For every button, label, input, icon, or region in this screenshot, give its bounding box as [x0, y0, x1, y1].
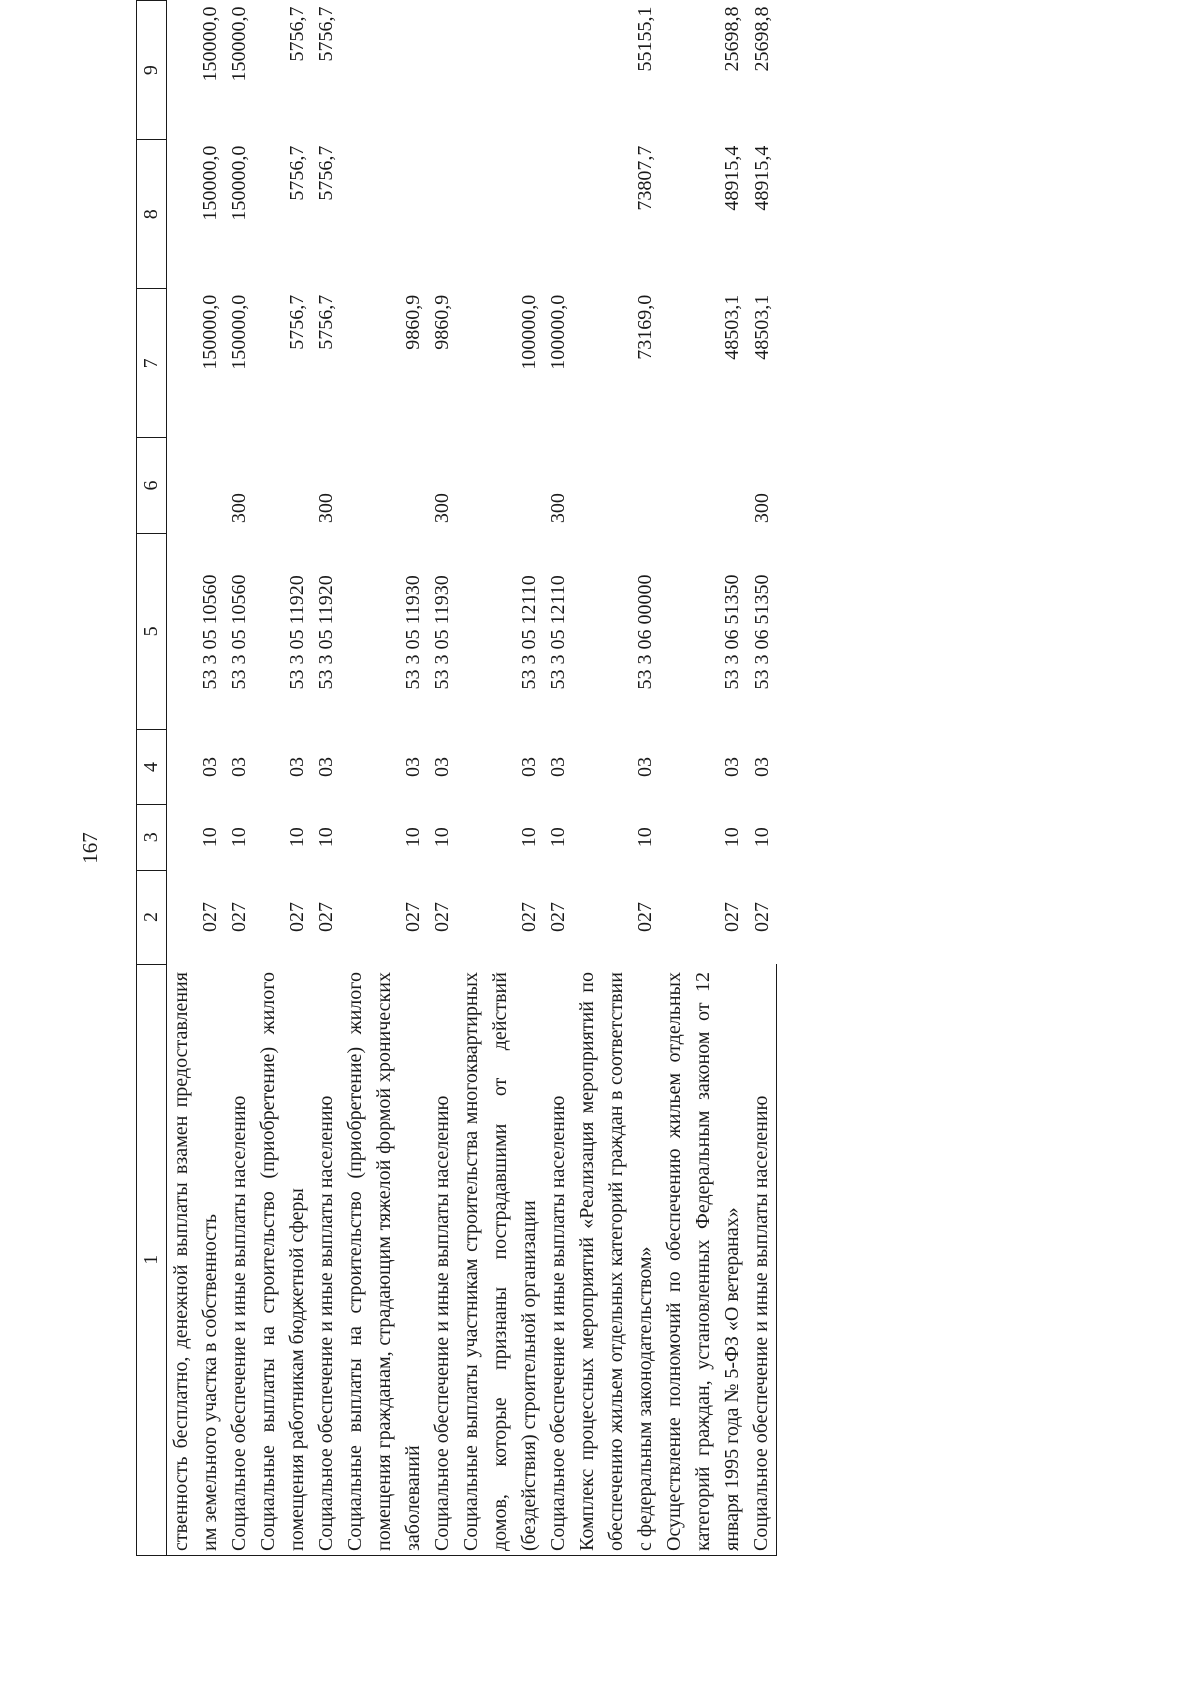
- table-row: [457, 1, 544, 1556]
- cell-col-9: [457, 1, 544, 140]
- cell-col-4: 03: [634, 756, 656, 777]
- cell-col-4: 03: [721, 756, 743, 777]
- row-name: Социальное обеспечение и иные выплаты населению: [428, 964, 457, 1555]
- cell-col-3: 10: [286, 827, 308, 848]
- table-row: [341, 1, 428, 1556]
- cell-col-2: 027: [721, 902, 743, 933]
- cell-col-5: 53 3 05 11920: [315, 575, 337, 690]
- cell-col-5: 53 3 05 10560: [228, 574, 250, 690]
- cell-col-2: 027: [228, 902, 250, 933]
- cell-col-5: 53 3 05 11930: [431, 575, 453, 690]
- cell-col-2: 027: [634, 902, 656, 933]
- cell-col-6: [573, 438, 660, 533]
- column-header: 8: [137, 140, 167, 289]
- cell-col-5: 53 3 05 12110: [518, 575, 540, 690]
- cell-col-4: 03: [199, 756, 221, 777]
- cell-col-2: 027: [199, 902, 221, 933]
- cell-col-3: 10: [634, 827, 656, 848]
- cell-col-3: 10: [199, 827, 221, 848]
- cell-col-9: [428, 1, 457, 140]
- cell-col-4: 03: [315, 756, 337, 777]
- table-row: [573, 1, 660, 1556]
- cell-col-3: 10: [547, 827, 569, 848]
- cell-col-6: 300: [750, 493, 773, 524]
- cell-col-8: 150000,0: [228, 145, 250, 221]
- cell-col-7: 48503,1: [721, 294, 743, 360]
- cell-col-6: [457, 438, 544, 533]
- cell-col-4: 03: [402, 756, 424, 777]
- cell-col-9: 25698,8: [721, 6, 743, 72]
- cell-col-5: 53 3 05 11930: [402, 575, 424, 690]
- cell-col-8: 48915,4: [721, 145, 743, 211]
- cell-col-7: 9860,9: [431, 294, 453, 350]
- row-name: ственность бесплатно, денежной выплаты взамен предоставления им земельного участка в собственность: [167, 964, 226, 1555]
- cell-col-3: 10: [315, 827, 337, 848]
- cell-col-2: 027: [518, 902, 540, 933]
- cell-col-8: [544, 140, 573, 289]
- cell-col-3: 10: [228, 827, 250, 848]
- cell-col-2: 027: [402, 902, 424, 933]
- cell-col-8: 5756,7: [315, 145, 337, 201]
- cell-col-5: 53 3 05 11920: [286, 575, 308, 690]
- cell-col-8: [428, 140, 457, 289]
- cell-col-4: 03: [547, 756, 569, 777]
- table-row: [312, 1, 341, 1556]
- table-row: [544, 1, 573, 1556]
- cell-col-7: 5756,7: [315, 294, 337, 350]
- cell-col-3: 10: [750, 827, 773, 848]
- cell-col-6: [660, 438, 747, 533]
- table-row: [428, 1, 457, 1556]
- cell-col-6: [254, 438, 312, 533]
- cell-col-3: 10: [518, 827, 540, 848]
- cell-col-6: 300: [228, 493, 250, 524]
- cell-col-5: 53 3 05 10560: [199, 574, 221, 690]
- cell-col-8: [341, 140, 428, 289]
- cell-col-6: [341, 438, 428, 533]
- cell-col-7: 9860,9: [402, 294, 424, 350]
- table-row: [225, 1, 254, 1556]
- cell-col-8: [457, 140, 544, 289]
- cell-col-9: 150000,0: [199, 6, 221, 82]
- row-name: Социальные выплаты на строительство (приобретение) жилого помещения гражданам, страдающим тяжелой формой хронических заболеваний: [341, 964, 428, 1555]
- header-row: [137, 1, 167, 1556]
- cell-col-9: 55155,1: [634, 6, 656, 72]
- row-name: Комплекс процессных мероприятий «Реализация мероприятий по обеспечению жильем отдельных категорий граждан в соответствии с федеральным законодательством»: [573, 964, 660, 1555]
- cell-col-6: 300: [315, 493, 337, 524]
- cell-col-2: 027: [750, 902, 773, 933]
- cell-col-8: 5756,7: [286, 145, 308, 201]
- cell-col-2: 027: [431, 902, 453, 933]
- cell-col-6: [167, 438, 226, 533]
- cell-col-7: 100000,0: [518, 294, 540, 370]
- cell-col-4: 03: [431, 756, 453, 777]
- column-header: 1: [137, 964, 167, 1555]
- cell-col-6: 300: [547, 493, 569, 524]
- cell-col-7: 48503,1: [750, 294, 773, 360]
- cell-col-5: 53 3 06 00000: [634, 574, 656, 690]
- cell-col-9: 5756,7: [286, 6, 308, 62]
- cell-col-5: 53 3 06 51350: [750, 574, 773, 690]
- cell-col-3: 10: [431, 827, 453, 848]
- cell-col-3: 10: [402, 827, 424, 848]
- cell-col-2: 027: [286, 902, 308, 933]
- cell-col-2: 027: [547, 902, 569, 933]
- cell-col-4: 03: [286, 756, 308, 777]
- cell-col-9: 25698,8: [750, 6, 773, 72]
- cell-col-7: 100000,0: [547, 294, 569, 370]
- row-name: Социальное обеспечение и иные выплаты населению: [312, 964, 341, 1555]
- column-header: 9: [137, 1, 167, 140]
- table-row: [747, 1, 777, 1556]
- cell-col-9: 5756,7: [315, 6, 337, 62]
- cell-col-7: 150000,0: [199, 294, 221, 370]
- cell-col-5: 53 3 05 12110: [547, 575, 569, 690]
- table-row: [167, 1, 226, 1556]
- column-header: 2: [137, 870, 167, 964]
- cell-col-4: 03: [228, 756, 250, 777]
- cell-col-7: 5756,7: [286, 294, 308, 350]
- cell-col-9: [341, 1, 428, 140]
- cell-col-2: 027: [315, 902, 337, 933]
- column-header: 6: [137, 438, 167, 533]
- row-name: Социальное обеспечение и иные выплаты населению: [225, 964, 254, 1555]
- table-row: [660, 1, 747, 1556]
- column-header: 3: [137, 804, 167, 870]
- column-header: 4: [137, 730, 167, 805]
- cell-col-7: 73169,0: [634, 294, 656, 360]
- column-header: 7: [137, 289, 167, 438]
- cell-col-4: 03: [750, 756, 773, 777]
- cell-col-5: 53 3 06 51350: [721, 574, 743, 690]
- row-name: Осуществление полномочий по обеспечению жильем отдельных категорий граждан, установленных Федеральным законом от 12 января 1995 года № 5-ФЗ «О ветеранах»: [660, 964, 747, 1555]
- row-name: Социальные выплаты на строительство (приобретение) жилого помещения работникам бюджетной сферы: [254, 964, 312, 1555]
- cell-col-3: 10: [721, 827, 743, 848]
- cell-col-8: 48915,4: [750, 145, 773, 211]
- budget-table: [136, 0, 777, 1556]
- column-header: 5: [137, 533, 167, 729]
- cell-col-6: 300: [431, 493, 453, 524]
- table-row: [254, 1, 312, 1556]
- row-name: Социальное обеспечение и иные выплаты населению: [544, 964, 573, 1555]
- row-name: Социальное обеспечение и иные выплаты населению: [747, 964, 777, 1555]
- cell-col-8: 150000,0: [199, 145, 221, 221]
- page-number: 167: [78, 832, 102, 864]
- cell-col-9: 150000,0: [228, 6, 250, 82]
- row-name: Социальные выплаты участникам строительства многоквартирных домов, которые признаны пострадавшими от действий (бездействия) строительной организации: [457, 964, 544, 1555]
- cell-col-8: 73807,7: [634, 145, 656, 211]
- cell-col-9: [544, 1, 573, 140]
- cell-col-4: 03: [518, 756, 540, 777]
- cell-col-7: 150000,0: [228, 294, 250, 370]
